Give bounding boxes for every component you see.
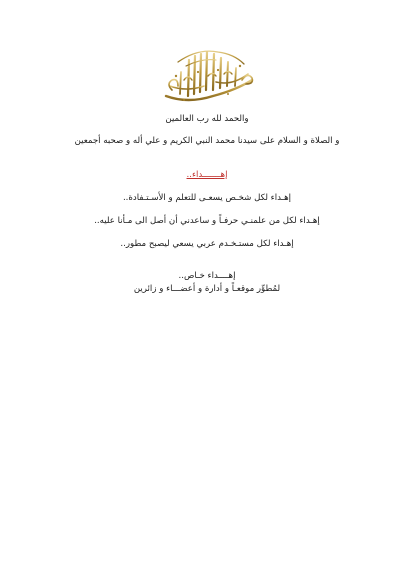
special-dedication-text: لمُطوِّر موقعـاً و أدارة و أعضـــاء و زائرين xyxy=(133,284,281,294)
praise-line: والحمد لله رب العالمين xyxy=(165,114,249,124)
dedication-line-3: إهـداء لكل مستـخـدم عربي يسعي ليصبح مطور.. xyxy=(120,239,294,249)
basmala-calligraphy-logo xyxy=(158,46,258,104)
salutation-line: و الصلاة و السلام على سيدنا محمد النبي الكريم و علي أله و صحبه أجمعين xyxy=(74,136,340,146)
dedication-line-1: إهـداء لكل شخـص يسعـى للتعلم و الأسـتـفادة.. xyxy=(122,193,292,203)
special-dedication-title: إهــــداء خـاص.. xyxy=(178,271,236,281)
dedication-line-2: إهـداء لكل من علمنـي حرفـاً و ساعدني أن أصل الى مـأنا عليه.. xyxy=(94,216,320,226)
dedication-title: إهـــــــداء.. xyxy=(186,170,228,180)
